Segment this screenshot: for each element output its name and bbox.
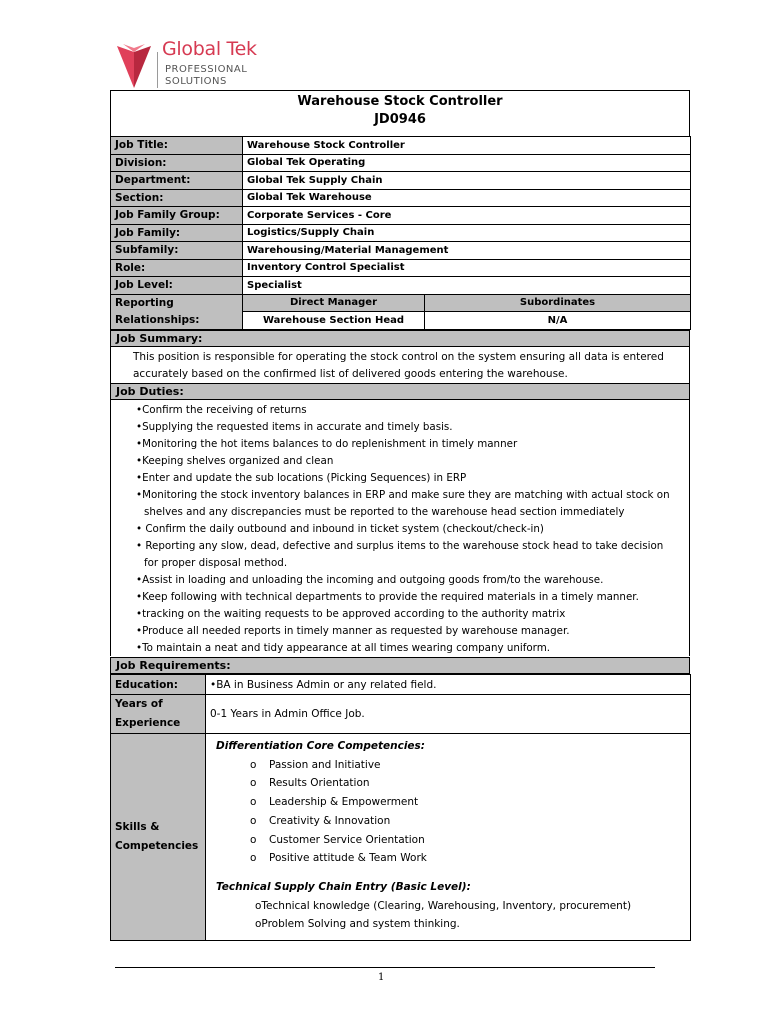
reporting-label-line2: Relationships: [115, 313, 200, 326]
duty-item [136, 589, 681, 606]
job-info-value: Global Tek Warehouse [243, 189, 691, 207]
job-info-row [111, 207, 691, 225]
job-summary-heading: Job Summary: [110, 330, 690, 347]
experience-value: 0-1 Years in Admin Office Job. [206, 695, 691, 734]
job-info-value: Inventory Control Specialist [243, 259, 691, 277]
duty-item [136, 436, 681, 453]
core-competency-item [212, 831, 684, 850]
job-info-row [111, 277, 691, 295]
technical-competency-item: oProblem Solving and system thinking. [255, 918, 460, 931]
duty-item [136, 538, 681, 572]
job-info-row [111, 137, 691, 155]
job-info-value: Specialist [243, 277, 691, 295]
logo-divider [157, 52, 158, 88]
job-duties-list [110, 400, 690, 656]
document-header [110, 90, 690, 136]
duty-item [136, 640, 681, 657]
education-value: •BA in Business Admin or any related field. [206, 675, 691, 695]
bullet-icon: o [250, 777, 257, 790]
job-summary-text: This position is responsible for operating the stock control on the system ensuring all data is entered accurately based on the confirmed list of delivered goods entering the warehouse. [110, 347, 690, 383]
technical-competency-item: oTechnical knowledge (Clearing, Warehousing, Inventory, procurement) [255, 899, 632, 912]
duty-item [136, 487, 681, 521]
skills-cell [206, 734, 691, 941]
page-number: 1 [378, 972, 385, 983]
subordinates-value: N/A [425, 312, 691, 330]
job-info-row [111, 224, 691, 242]
duty-text: • Reporting any slow, dead, defective and surplus items to the warehouse stock head to take decision [136, 540, 664, 552]
job-info-row [111, 172, 691, 190]
core-competencies-list [212, 756, 684, 868]
job-info-value: Global Tek Operating [243, 154, 691, 172]
duty-text: •Assist in loading and unloading the incoming and outgoing goods from/to the warehouse. [136, 574, 604, 586]
core-competency-text: Customer Service Orientation [269, 833, 425, 846]
duty-continuation: for proper disposal method. [144, 557, 288, 569]
reporting-label-line1: Reporting [115, 296, 174, 309]
skills-label-line2: Competencies [115, 840, 199, 853]
core-competency-text: Creativity & Innovation [269, 814, 391, 827]
duty-text: • Confirm the daily outbound and inbound in ticket system (checkout/check-in) [136, 523, 544, 535]
duty-item [136, 470, 681, 487]
duty-continuation: shelves and any discrepancies must be reported to the warehouse head section immediately [144, 506, 625, 518]
duty-text: •To maintain a neat and tidy appearance at all times wearing company uniform. [136, 642, 551, 654]
experience-label-line2: Experience [115, 717, 181, 729]
skills-label-line1: Skills & [115, 821, 160, 834]
job-info-label: Division: [111, 154, 243, 172]
job-info-label: Section: [111, 189, 243, 207]
duty-item [136, 521, 681, 538]
job-info-label: Department: [111, 172, 243, 190]
job-info-row [111, 189, 691, 207]
direct-manager-value: Warehouse Section Head [243, 312, 425, 330]
duty-text: •Monitoring the hot items balances to do replenishment in timely manner [136, 438, 518, 450]
duty-text: •Produce all needed reports in timely manner as requested by warehouse manager. [136, 625, 570, 637]
bullet-icon: o [250, 814, 257, 827]
duty-text: •Confirm the receiving of returns [136, 404, 307, 416]
direct-manager-header: Direct Manager [243, 294, 425, 312]
technical-competencies-heading: Technical Supply Chain Entry (Basic Level): [216, 880, 471, 893]
duty-text: •Supplying the requested items in accurate and timely basis. [136, 421, 453, 433]
footer-divider [115, 967, 655, 968]
job-info-label: Job Family: [111, 224, 243, 242]
job-info-value: Corporate Services - Core [243, 207, 691, 225]
duty-text: •Keep following with technical departments to provide the required materials in a timely manner. [136, 591, 639, 603]
job-info-value: Warehouse Stock Controller [243, 137, 691, 155]
job-info-value: Logistics/Supply Chain [243, 224, 691, 242]
core-competency-text: Positive attitude & Team Work [269, 852, 427, 865]
logo-name: Global Tek [162, 38, 257, 60]
job-info-body [111, 137, 691, 330]
document-title: Warehouse Stock Controller [297, 94, 503, 109]
core-competency-text: Passion and Initiative [269, 758, 381, 771]
bullet-icon: o [250, 852, 257, 865]
logo-mark-icon [115, 42, 153, 90]
job-info-label: Job Title: [111, 137, 243, 155]
duty-text: •Keeping shelves organized and clean [136, 455, 334, 467]
duty-item [136, 623, 681, 640]
duty-text: •tracking on the waiting requests to be approved according to the authority matrix [136, 608, 566, 620]
technical-competencies-list [212, 897, 684, 934]
job-info-row [111, 242, 691, 260]
core-competency-item [212, 849, 684, 868]
job-info-row [111, 154, 691, 172]
core-competency-item [212, 774, 684, 793]
company-logo [115, 40, 295, 92]
job-info-row [111, 259, 691, 277]
bullet-icon: o [250, 833, 257, 846]
job-info-label: Job Level: [111, 277, 243, 295]
education-label: Education: [111, 675, 206, 695]
job-duties-heading: Job Duties: [110, 383, 690, 400]
job-info-label: Job Family Group: [111, 207, 243, 225]
bullet-icon: o [250, 796, 257, 809]
bullet-icon: o [250, 758, 257, 771]
experience-label-line1: Years of [115, 698, 163, 710]
core-competency-text: Results Orientation [269, 777, 370, 790]
core-competency-item [212, 812, 684, 831]
job-info-value: Warehousing/Material Management [243, 242, 691, 260]
logo-subtitle-2: SOLUTIONS [165, 76, 227, 87]
reporting-label [111, 294, 243, 329]
job-info-table [110, 136, 691, 330]
document-code: JD0946 [374, 112, 426, 127]
experience-label [111, 695, 206, 734]
requirements-table [110, 674, 691, 941]
job-info-value: Global Tek Supply Chain [243, 172, 691, 190]
logo-subtitle-1: PROFESSIONAL [165, 64, 248, 75]
core-competency-item [212, 793, 684, 812]
duty-item [136, 453, 681, 470]
duty-text: •Enter and update the sub locations (Picking Sequences) in ERP [136, 472, 467, 484]
job-requirements-heading: Job Requirements: [110, 657, 690, 674]
duty-text: •Monitoring the stock inventory balances in ERP and make sure they are matching with actual stock on [136, 489, 670, 501]
subordinates-header: Subordinates [425, 294, 691, 312]
job-info-label: Role: [111, 259, 243, 277]
core-competency-item [212, 756, 684, 775]
job-info-label: Subfamily: [111, 242, 243, 260]
duty-item [136, 402, 681, 419]
duty-item [136, 572, 681, 589]
duty-item [136, 606, 681, 623]
skills-label [111, 734, 206, 941]
duty-item [136, 419, 681, 436]
core-competencies-heading: Differentiation Core Competencies: [216, 740, 426, 752]
core-competency-text: Leadership & Empowerment [269, 796, 419, 809]
